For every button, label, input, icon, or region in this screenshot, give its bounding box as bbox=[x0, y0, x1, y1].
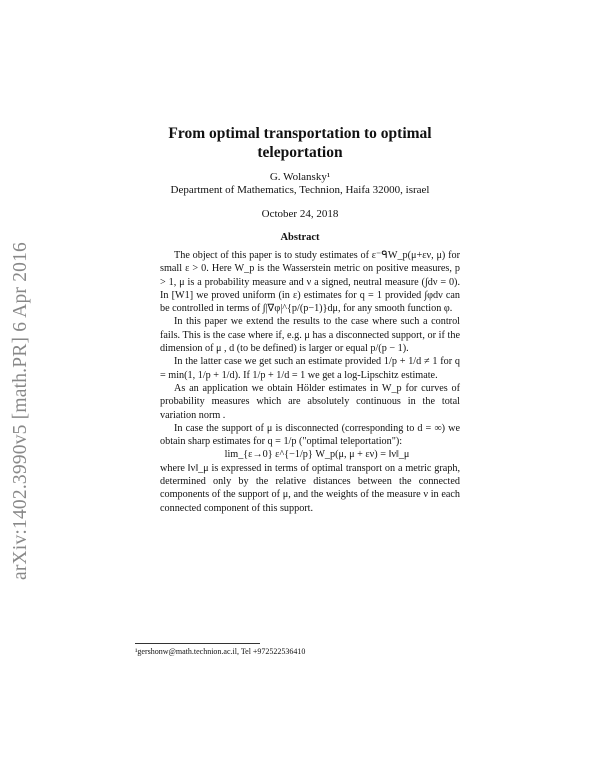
abstract-paragraph: The object of this paper is to study estimates of ε⁻ᑫW_p(μ+εν, μ) for small ε > 0. Here W_p is the Wasserstein metric on positive measures, p > 1, μ is a probability measure and ν a signed, neutral measure (∫dν = 0). In [W1] we proved uniform (in ε) estimates for q = 1 provided ∫φdν can be controlled in terms of ∫|∇φ|^{p/(p−1)}dμ, for any smooth function φ. bbox=[160, 250, 460, 315]
display-equation: lim_{ε→0} ε^{−1/p} W_p(μ, μ + εν) = ‖ν‖_μ bbox=[224, 449, 410, 461]
abstract-heading: Abstract bbox=[280, 232, 320, 243]
abstract-body bbox=[160, 249, 460, 515]
date: October 24, 2018 bbox=[261, 208, 339, 220]
abstract-paragraph: where ‖ν‖_μ is expressed in terms of optimal transport on a metric graph, determined only by the relative distances between the connected components of the support of μ, and the weights of the measure ν in each connected component of this support. bbox=[160, 462, 460, 514]
title-line: teleportation bbox=[257, 144, 343, 161]
abstract-paragraph: In this paper we extend the results to the case where such a control fails. This is the case where if, e.g. μ has a disconnected support, or if the dimension of μ , d (to be defined) is larger or equal p/(p − 1). bbox=[160, 316, 460, 355]
footnote: ¹gershonw@math.technion.ac.il, Tel +972522536410 bbox=[135, 647, 306, 656]
paper-title bbox=[0, 124, 600, 162]
abstract-paragraph: In case the support of μ is disconnected (corresponding to d = ∞) we obtain sharp estimates for q = 1/p ("optimal teleportation"): bbox=[160, 422, 460, 448]
affiliation: Department of Mathematics, Technion, Haifa 32000, israel bbox=[170, 184, 430, 196]
abstract-paragraph: In the latter case we get such an estimate provided 1/p + 1/d ≠ 1 for q = min(1, 1/p + 1/d). If 1/p + 1/d = 1 we get a log-Lipschitz estimate. bbox=[160, 356, 460, 381]
abstract-paragraph: As an application we obtain Hölder estimates in W_p for curves of probability measures which are absolutely continuous in the total variation norm . bbox=[160, 382, 460, 421]
arxiv-stamp: arXiv:1402.3990v5 [math.PR] 6 Apr 2016 bbox=[10, 242, 31, 580]
footnote-rule bbox=[135, 643, 260, 644]
title-line: From optimal transportation to optimal bbox=[168, 125, 432, 142]
author: G. Wolansky¹ bbox=[269, 171, 331, 183]
